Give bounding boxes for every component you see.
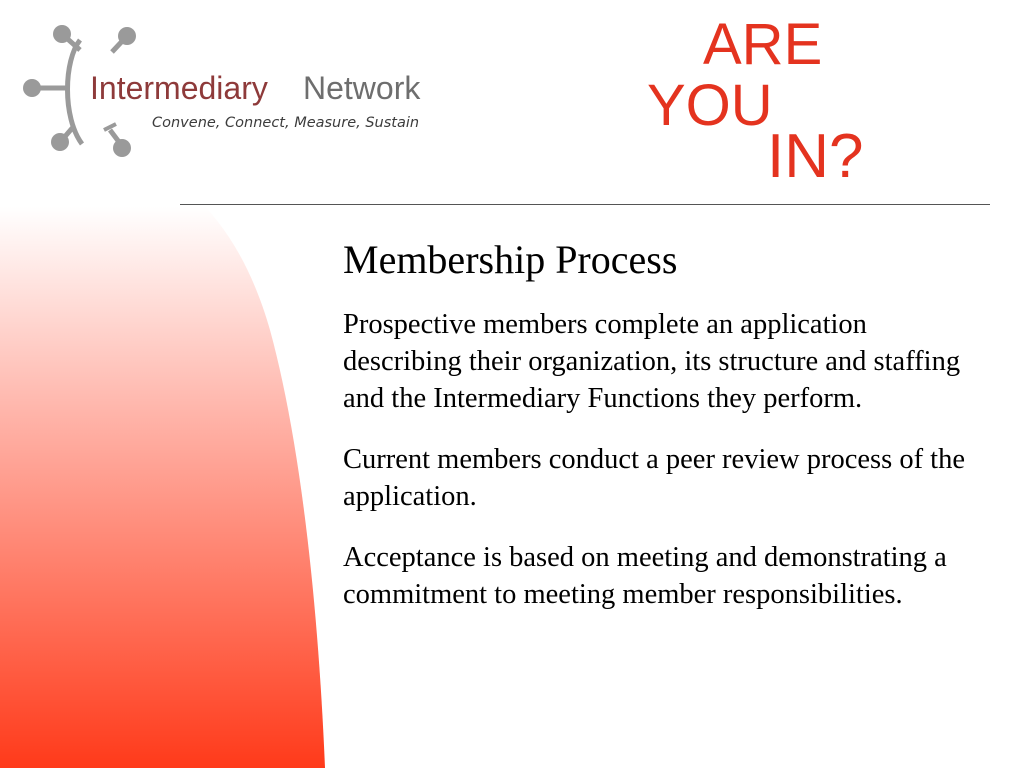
slide-content <box>343 234 983 637</box>
logo-tagline: Convene, Connect, Measure, Sustain <box>152 115 420 131</box>
slogan-you: YOU <box>647 73 773 138</box>
paragraph-peer-review: Current members conduct a peer review process of the application. <box>343 444 966 512</box>
slogan-in: IN? <box>767 122 864 191</box>
logo-text-network: Network <box>303 70 421 106</box>
header-divider <box>180 204 990 205</box>
paragraph-acceptance: Acceptance is based on meeting and demonstrating a commitment to meeting member responsibilities. <box>343 542 947 610</box>
logo-text-intermediary: Intermediary <box>90 70 268 106</box>
intermediary-network-logo <box>22 22 462 162</box>
paragraph-application: Prospective members complete an application describing their organization, its structure and staffing and the Intermediary Functions they perform. <box>343 309 961 414</box>
slide-title: Membership Process <box>343 237 678 282</box>
slogan-are: ARE <box>703 12 823 77</box>
